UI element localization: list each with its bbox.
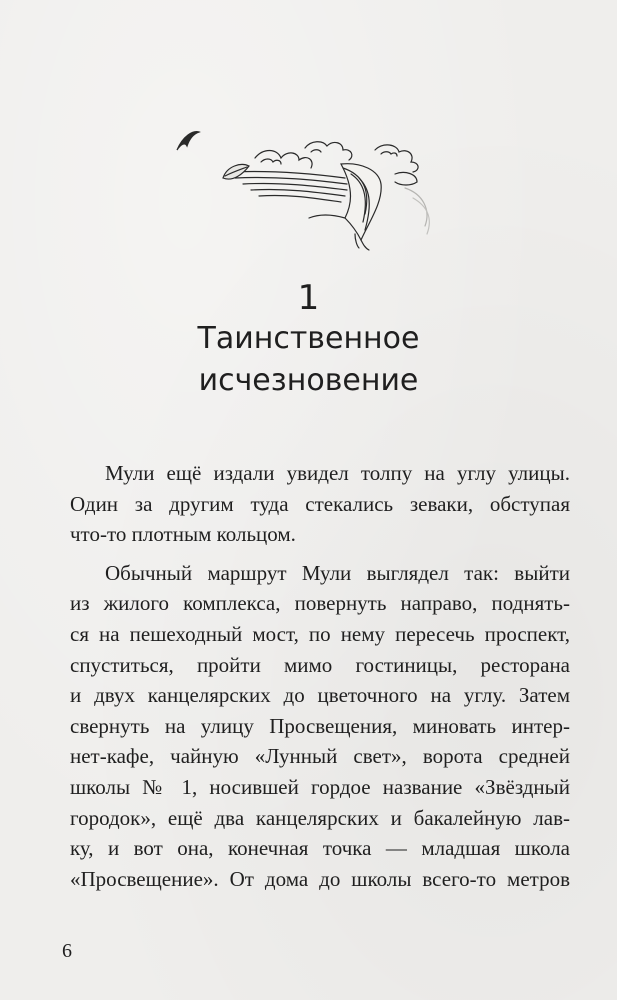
paragraph (70, 558, 570, 895)
body-text (70, 458, 570, 894)
text-line: спуститься, пройти мимо гостиницы, ресторана (70, 652, 570, 677)
text-line: что-то плотным кольцом. (70, 522, 296, 547)
text-line: свернуть на улицу Просвещения, миновать интер- (70, 713, 570, 738)
text-line: городок», ещё два канцелярских и бакалейную лав- (70, 805, 570, 830)
text-line: Один за другим туда стекались зеваки, обступая (70, 491, 570, 516)
text-line: ку, и вот она, конечная точка — младшая школа (70, 836, 570, 861)
text-line: из жилого комплекса, повернуть направо, поднять- (70, 591, 570, 616)
text-line: «Просвещение». От дома до школы всего-то метров (70, 866, 570, 891)
flying-fish-clouds-illustration (165, 118, 465, 258)
text-line: и двух канцелярских до цветочного на углу. Затем (70, 683, 570, 708)
paragraph (70, 458, 570, 550)
text-line: школы № 1, носившей гордое название «Звёздный (70, 774, 570, 799)
text-line: Мули ещё издали увидел толпу на углу улицы. (105, 461, 570, 485)
chapter-title-line-2: исчезновение (198, 363, 419, 398)
text-line: нет-кафе, чайную «Лунный свет», ворота средней (70, 744, 570, 769)
text-line: Обычный маршрут Мули выглядел так: выйти (105, 560, 570, 585)
page-number: 6 (62, 940, 72, 962)
text-line: ся на пешеходный мост, по нему пересечь проспект, (70, 621, 570, 646)
chapter-number: 1 (297, 278, 320, 318)
chapter-title (0, 318, 617, 402)
chapter-title-line-1: Таинственное (197, 321, 420, 356)
